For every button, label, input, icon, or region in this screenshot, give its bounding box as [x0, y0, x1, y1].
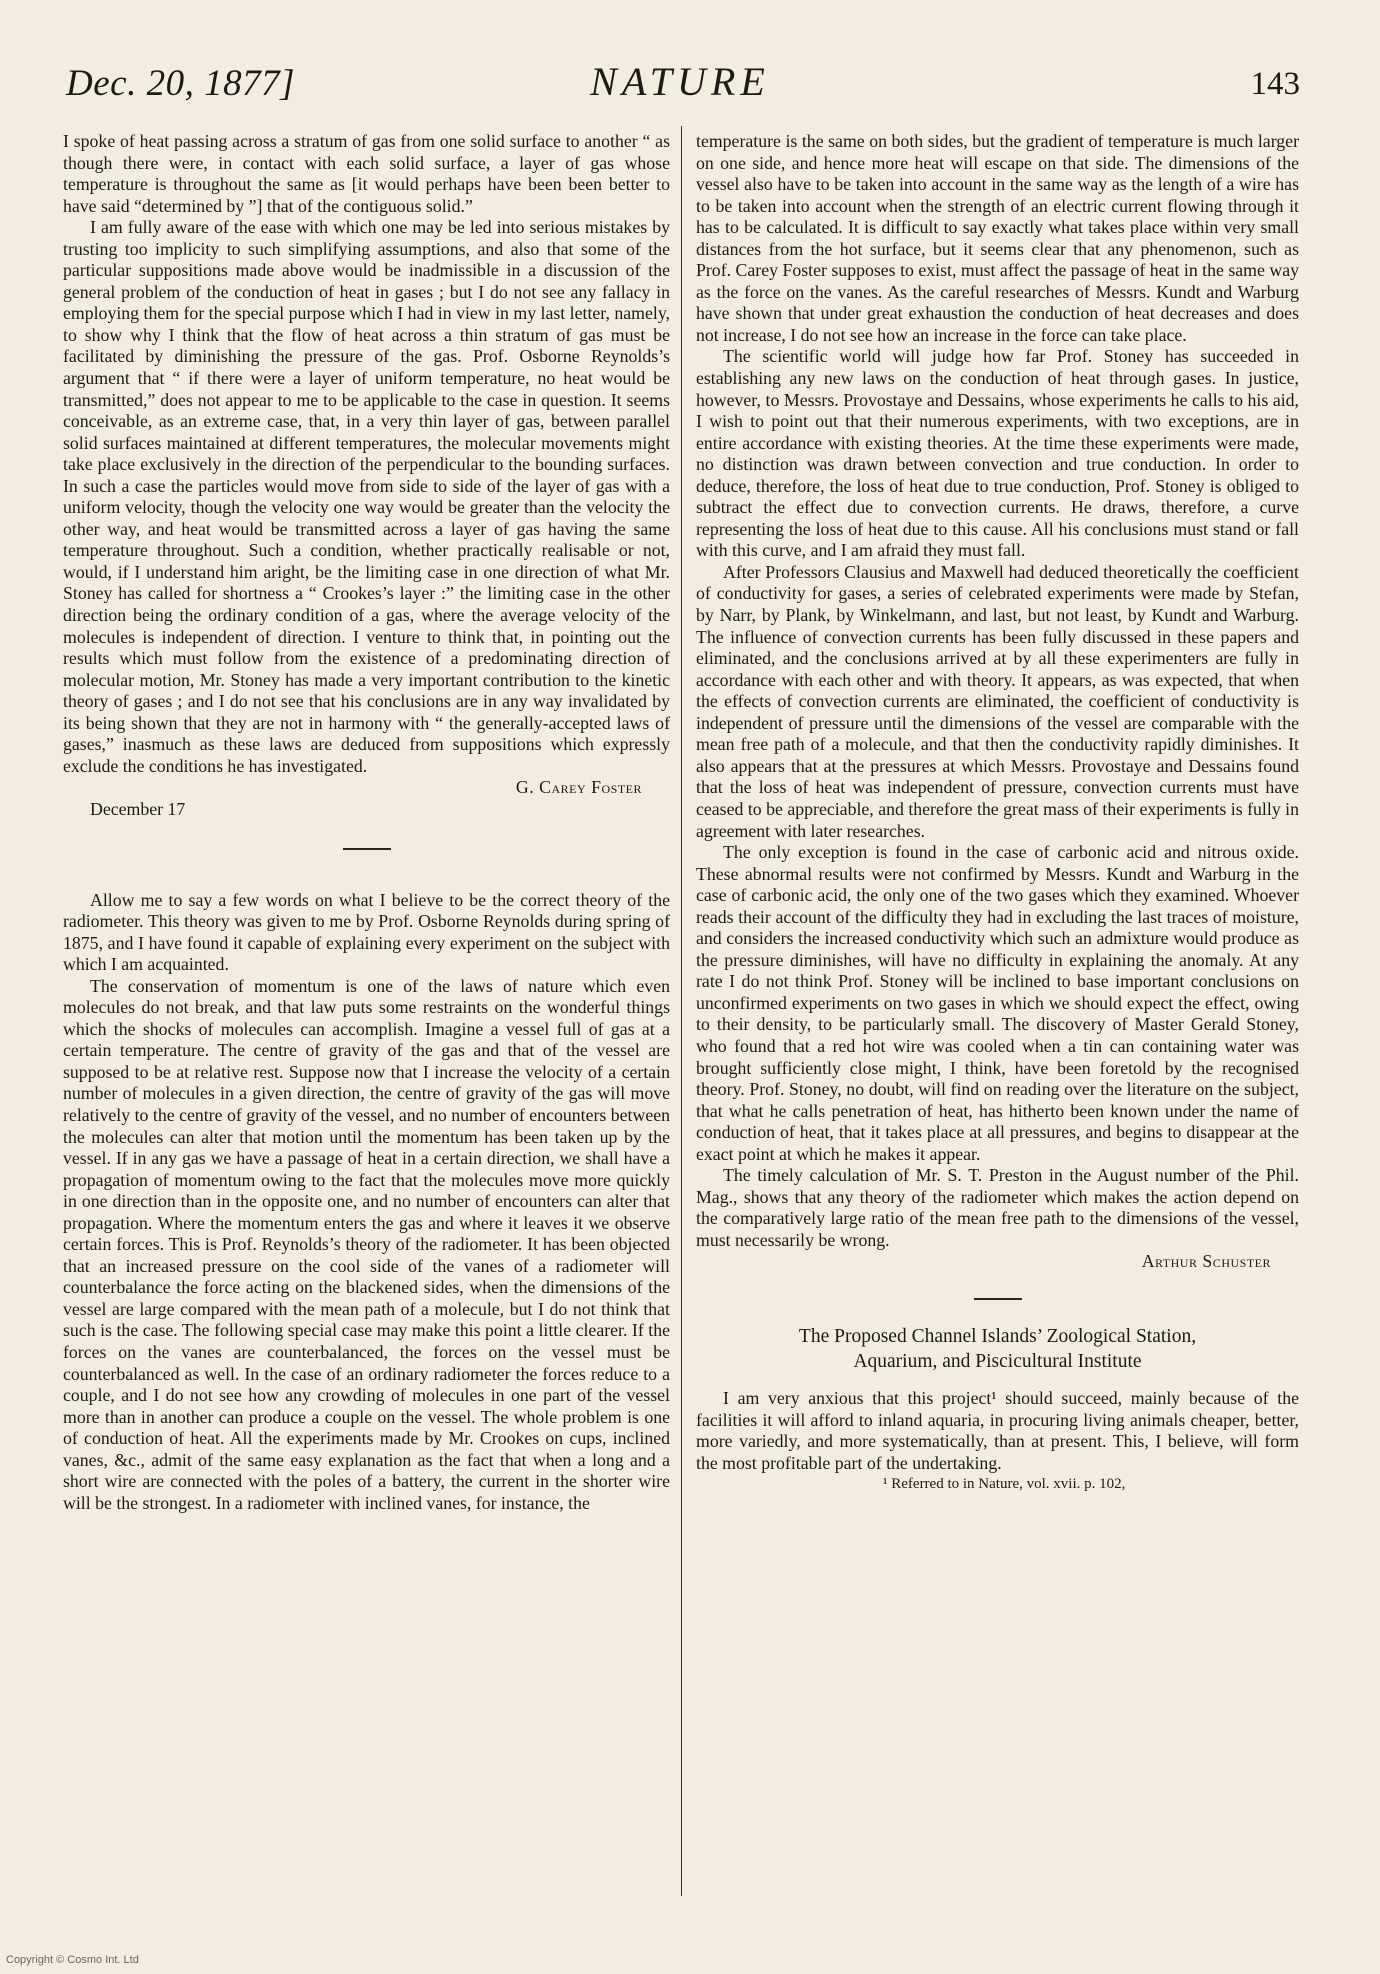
paragraph: Allow me to say a few words on what I believe to be the correct theory of the radiometer. This theory was given to me by Prof. Osborne Reynolds during spring of 1875, and I have found it capable of explaining every experiment on the subject with which I am acquainted. [63, 889, 670, 975]
signature: G. Carey Foster [515, 777, 642, 798]
footnote: ¹ Referred to in Nature, vol. xvii. p. 102, [883, 1476, 1126, 1493]
paragraph: The timely calculation of Mr. S. T. Preston in the August number of the Phil. Mag., shows that any theory of the radiometer which makes the action depend on the comparatively large ratio of the mean free path to the dimensions of the vessel, must necessarily be wrong. [696, 1165, 1299, 1250]
page-number: 143 [1250, 66, 1300, 102]
paragraph: I spoke of heat passing across a stratum of gas from one solid surface to another “ as though there were, in contact with each solid surface, a layer of gas whose temperature is throughout the same as [it would perhaps have been been better to have said “determined by ”] that of the contiguous solid.” [63, 131, 670, 216]
column-divider [681, 126, 682, 1896]
section-heading [696, 1324, 1299, 1374]
letter-signoff [63, 777, 670, 799]
signature: Arthur Schuster [1141, 1251, 1271, 1272]
copyright-watermark: Copyright © Cosmo Int. Ltd [6, 1954, 139, 1966]
paragraph: temperature is the same on both sides, but the gradient of temperature is much larger on one side, and hence more heat will escape on that side. The dimensions of the vessel also have to be taken into account in the same way as the length of a wire has to be taken into account when the strength of an electric current flowing through it has to be calculated. It is difficult to say exactly what takes place within very small distances from the hot surface, but it seems clear that any phenomenon, such as Prof. Carey Foster supposes to exist, must affect the passage of heat in the same way as the force on the vanes. As the careful researches of Messrs. Kundt and Warburg have shown that under great exhaustion the conduction of heat decreases and does not increase, I do not see how an increase in the force can take place. [696, 131, 1299, 345]
paragraph: After Professors Clausius and Maxwell had deduced theoretically the coefficient of conductivity for gases, a series of celebrated experiments were made by Stefan, by Narr, by Plank, by Winkelmann, and last, but not least, by Kundt and Warburg. The influence of convection currents has been fully discussed in these papers and eliminated, and the conclusions arrived at by all these experimenters are fully in accordance with each other and with theory. It appears, as was expected, that when the effects of convection currents are eliminated, the coefficient of conductivity is independent of pressure until the dimensions of the vessel are comparable with the mean free path of a molecule, and that then the conductivity rapidly diminishes. It also appears that at the pressures at which Messrs. Provostaye and Dessains found that the loss of heat was independent of pressure, convection currents must have ceased to be appreciable, and therefore the great mass of their experiments is fully in agreement with later researches. [696, 561, 1299, 841]
paragraph: I am very anxious that this project¹ should succeed, mainly because of the facilities it will afford to inland aquaria, in procuring living animals cheaper, better, more variedly, and more systematically, than at present. This, I believe, will form the most profitable part of the undertaking. [696, 1387, 1299, 1473]
letter-date: December 17 [90, 798, 186, 819]
paragraph: The conservation of momentum is one of the laws of nature which even molecules do not break, and that law puts some restraints on the wonderful things which the shocks of molecules can accomplish. Imagine a vessel full of gas at a certain temperature. The centre of gravity of the gas and that of the vessel are supposed to be at relative rest. Suppose now that I increase the velocity of a certain number of molecules in a given direction, the centre of gravity of the gas will move relatively to the centre of gravity of the vessel, and no number of encounters between the molecules can alter that motion until the momentum has been taken up by the vessel. If in any gas we have a passage of heat in a certain direction, we shall have a propagation of momentum owing to the fact that the molecules move more quickly in one direction than in the opposite one, and no number of encounters can alter that propagation. Where the momentum enters the gas and where it leaves it we observe certain forces. This is Prof. Reynolds’s theory of the radiometer. It has been objected that an increased pressure on the cool side of the vanes of a radiometer will counterbalance the force acting on the blackened sides, when the dimensions of the vessel are large compared with the mean path of a molecule, but I do not think that such is the case. The following special case may make this point a little clearer. If the forces on the vanes are counterbalanced, the forces on the vessel must be counterbalanced as well. In the case of an ordinary radiometer the forces reduce to a couple, and I do not see how any crowding of molecules in one part of the vessel more than in another can produce a couple on the vessel. The whole problem is one of conduction of heat. All the experiments made by Mr. Crookes on cups, inclined vanes, &c., admit of the same easy explanation as the fact that when a long and a short wire are connected with the poles of a battery, the current in the shorter wire will be the strongest. In a radiometer with inclined vanes, for instance, the [63, 975, 670, 1513]
paragraph: The only exception is found in the case of carbonic acid and nitrous oxide. These abnormal results were not confirmed by Messrs. Kundt and Warburg in the case of carbonic acid, the only one of the two gases which they examined. Whoever reads their account of the difficulty they had in excluding the last traces of moisture, and considers the increased conductivity which such an admixture would produce as the pressure diminishes, will have no difficulty in explaining the anomaly. At any rate I do not think Prof. Stoney will be inclined to base important conclusions on unconfirmed experiments on two gases in which we should expect the effect, owing to their density, to be particularly small. The discovery of Master Gerald Stoney, who found that a red hot wire was cooled when a tin can containing water was brought sufficiently close might, I think, have been foretold by the recognised theory. Prof. Stoney, no doubt, will find on reading over the literature on the subject, that what he calls penetration of heat, has hitherto been known under the name of conduction of heat, that it takes place at all pressures, and begins to disappear at the exact point at which he makes it appear. [696, 842, 1299, 1164]
section-heading-line: Aquarium, and Piscicultural Institute [853, 1350, 1142, 1372]
section-divider [343, 848, 391, 850]
section-heading-line: The Proposed Channel Islands’ Zoological Station, [798, 1325, 1197, 1347]
paragraph: The scientific world will judge how far Prof. Stoney has succeeded in establishing any new laws on the conduction of heat through gases. In justice, however, to Messrs. Provostaye and Dessains, whose experiments he calls to his aid, I wish to point out that their numerous experiments, with two exceptions, are in entire accordance with existing theories. At the time these experiments were made, no distinction was drawn between convection and true conduction. In order to deduce, therefore, the loss of heat due to true conduction, Prof. Stoney is obliged to subtract the effect due to convection currents. He draws, therefore, a curve representing the loss of heat due to this cause. All his conclusions must stand or fall with this curve, and I am afraid they must fall. [696, 346, 1299, 561]
issue-date: Dec. 20, 1877] [66, 63, 295, 104]
right-column [696, 131, 1299, 1496]
left-column [63, 131, 670, 1514]
letter-signoff [696, 1251, 1299, 1273]
page-header [60, 56, 1300, 112]
journal-title: NATURE [590, 59, 770, 104]
paragraph: I am fully aware of the ease with which one may be led into serious mistakes by trusting too implicity to such simplifying assumptions, and also that some of the particular suppositions made above would be inadmissible in a discussion of the general problem of the conduction of heat in gases ; but I do not see any fallacy in employing them for the special purpose which I had in view in my last letter, namely, to show why I think that the flow of heat across a thin stratum of gas must be facilitated by diminishing the pressure of the gas. Prof. Osborne Reynolds’s argument that “ if there were a layer of uniform temperature, no heat would be transmitted,” does not appear to me to be applicable to the case in question. It seems conceivable, as an extreme case, that, in a very thin layer of gas, between parallel solid surfaces maintained at different temperatures, the molecular movements might take place exclusively in the direction of the perpendicular to the bounding surfaces. In such a case the particles would move from side to side of the layer of gas with a uniform velocity, though the velocity one way would be greater than the velocity the other way, and heat would be transmitted across a layer of gas having the same temperature throughout. Such a condition, whether practically realisable or not, would, if I understand him aright, be the limiting case in one direction of what Mr. Stoney has called for shortness a “ Crookes’s layer :” the limiting case in the other direction being the ordinary condition of a gas, where the average velocity of the molecules is independent of direction. I venture to think that, in pointing out the results which must follow from the existence of a predominating direction of molecular motion, Mr. Stoney has made a very important contribution to the kinetic theory of gases ; and I do not see that his conclusions are in any way invalidated by its being shown that they are not in harmony with “ the generally-accepted laws of gases,” inasmuch as these laws are deduced from suppositions which expressly exclude the conditions he has investigated. [63, 217, 670, 776]
section-divider [974, 1298, 1022, 1300]
